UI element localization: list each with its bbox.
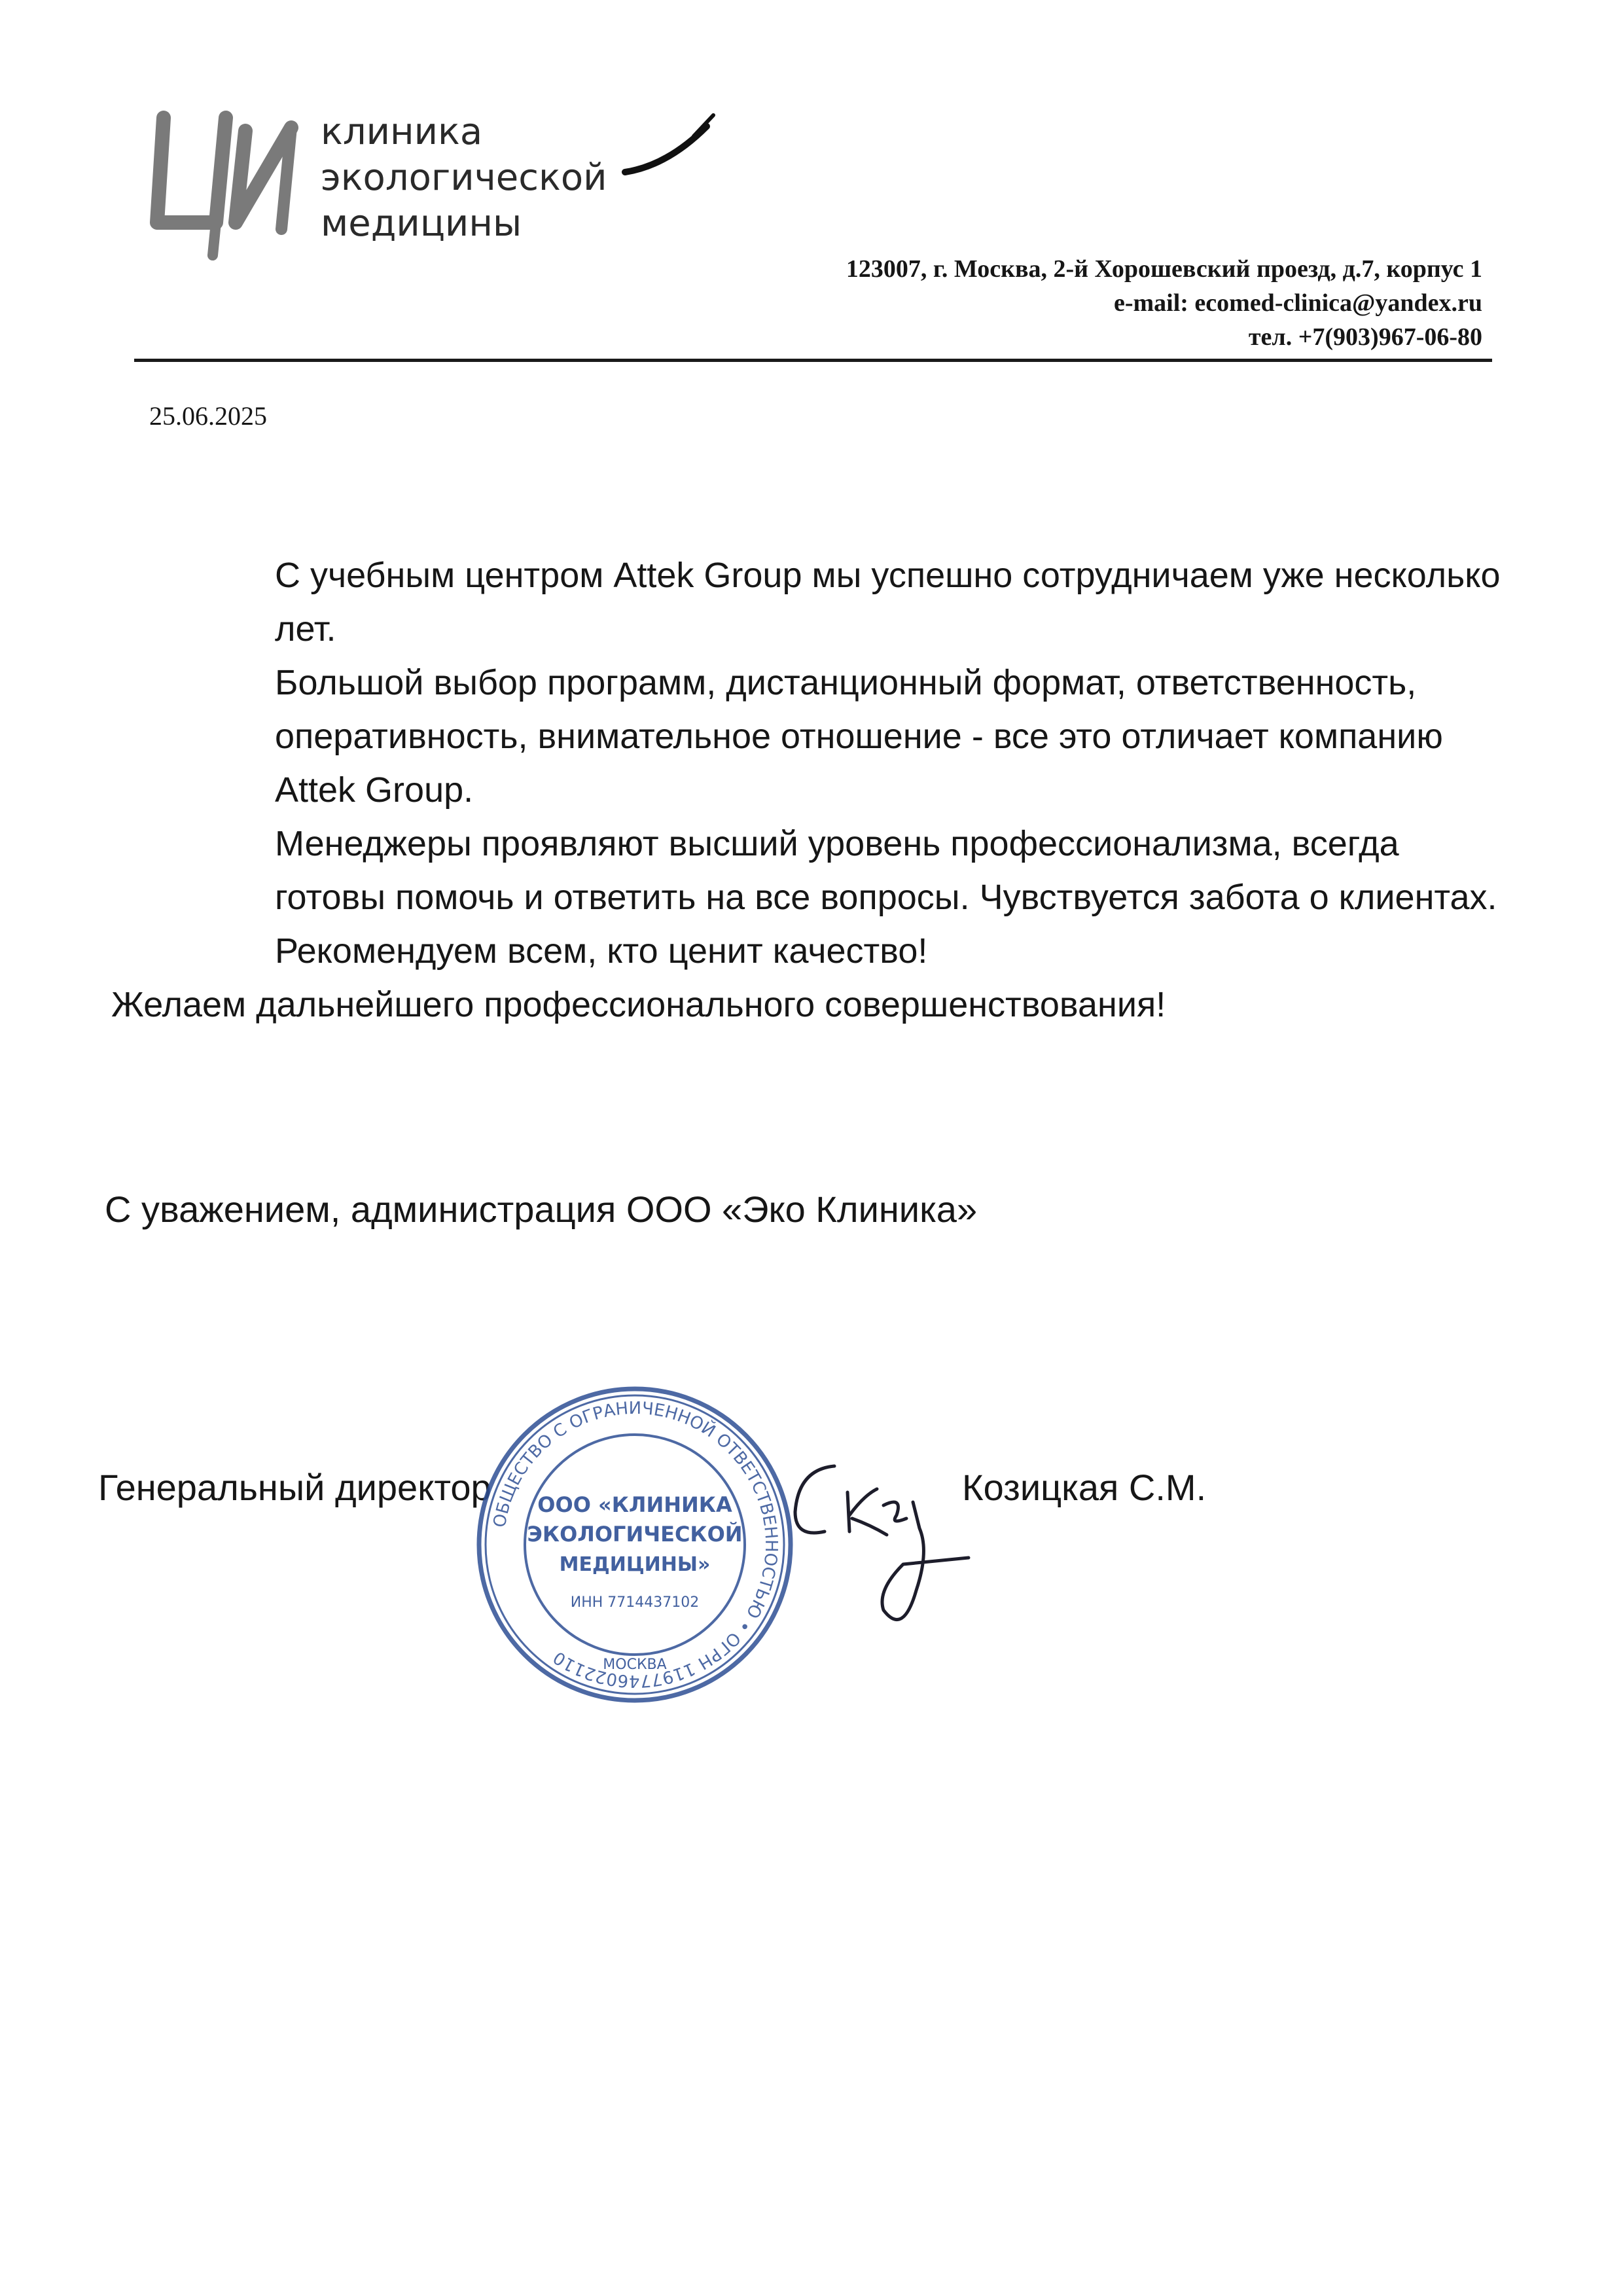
header-divider [134, 359, 1492, 362]
closing-line: С уважением, администрация ООО «Эко Клиника» [105, 1189, 978, 1230]
seal-line-1: ООО «КЛИНИКА [537, 1492, 732, 1517]
seal-line-2: ЭКОЛОГИЧЕСКОЙ [527, 1522, 743, 1547]
body-paragraph-1: С учебным центром Attek Group мы успешно сотрудничаем уже несколько лет. [275, 556, 1501, 649]
logo-text-line-3: медицины [321, 202, 522, 245]
signatory-title: Генеральный директор [98, 1467, 491, 1508]
body-paragraph-5: Желаем дальнейшего профессионального совершенствования! [111, 985, 1166, 1024]
body-paragraph-4: Рекомендуем всем, кто ценит качество! [275, 931, 928, 971]
logo-text-line-1: клиника [321, 111, 483, 153]
logo-swoosh-icon [622, 110, 720, 182]
address-line: 123007, г. Москва, 2-й Хорошевский проезд, д.7, корпус 1 [846, 255, 1482, 283]
email-line: e-mail: ecomed-clinica@yandex.ru [1113, 289, 1482, 317]
phone-line: тел. +7(903)967-06-80 [1248, 323, 1482, 351]
seal-line-3: МЕДИЦИНЫ» [559, 1553, 711, 1576]
handwritten-signature-icon [772, 1440, 988, 1643]
letterhead-contacts [846, 252, 1482, 354]
seal-city: МОСКВА [603, 1657, 667, 1673]
company-seal-icon [471, 1381, 798, 1708]
seal-ring-text: ОБЩЕСТВО С ОГРАНИЧЕННОЙ ОТВЕТСТВЕННОСТЬЮ • ОГРН 1197746022110 [490, 1398, 781, 1691]
body-paragraph-2: Большой выбор программ, дистанционный формат, ответственность, оперативность, внимательное отношение - все это отличает компанию Attek Group. [275, 663, 1443, 810]
letter-body [111, 548, 1505, 1031]
logo-text-line-2: экологической [321, 156, 607, 199]
letter-date: 25.06.2025 [149, 401, 267, 431]
signatory-name: Козицкая С.М. [962, 1467, 1207, 1508]
body-paragraph-3: Менеджеры проявляют высший уровень профессионализма, всегда готовы помочь и ответить на все вопросы. Чувствуется забота о клиентах. [275, 824, 1497, 917]
ci-monogram-logo-icon [137, 92, 327, 281]
clinic-logo [137, 92, 713, 281]
seal-inn: ИНН 7714437102 [570, 1594, 700, 1611]
